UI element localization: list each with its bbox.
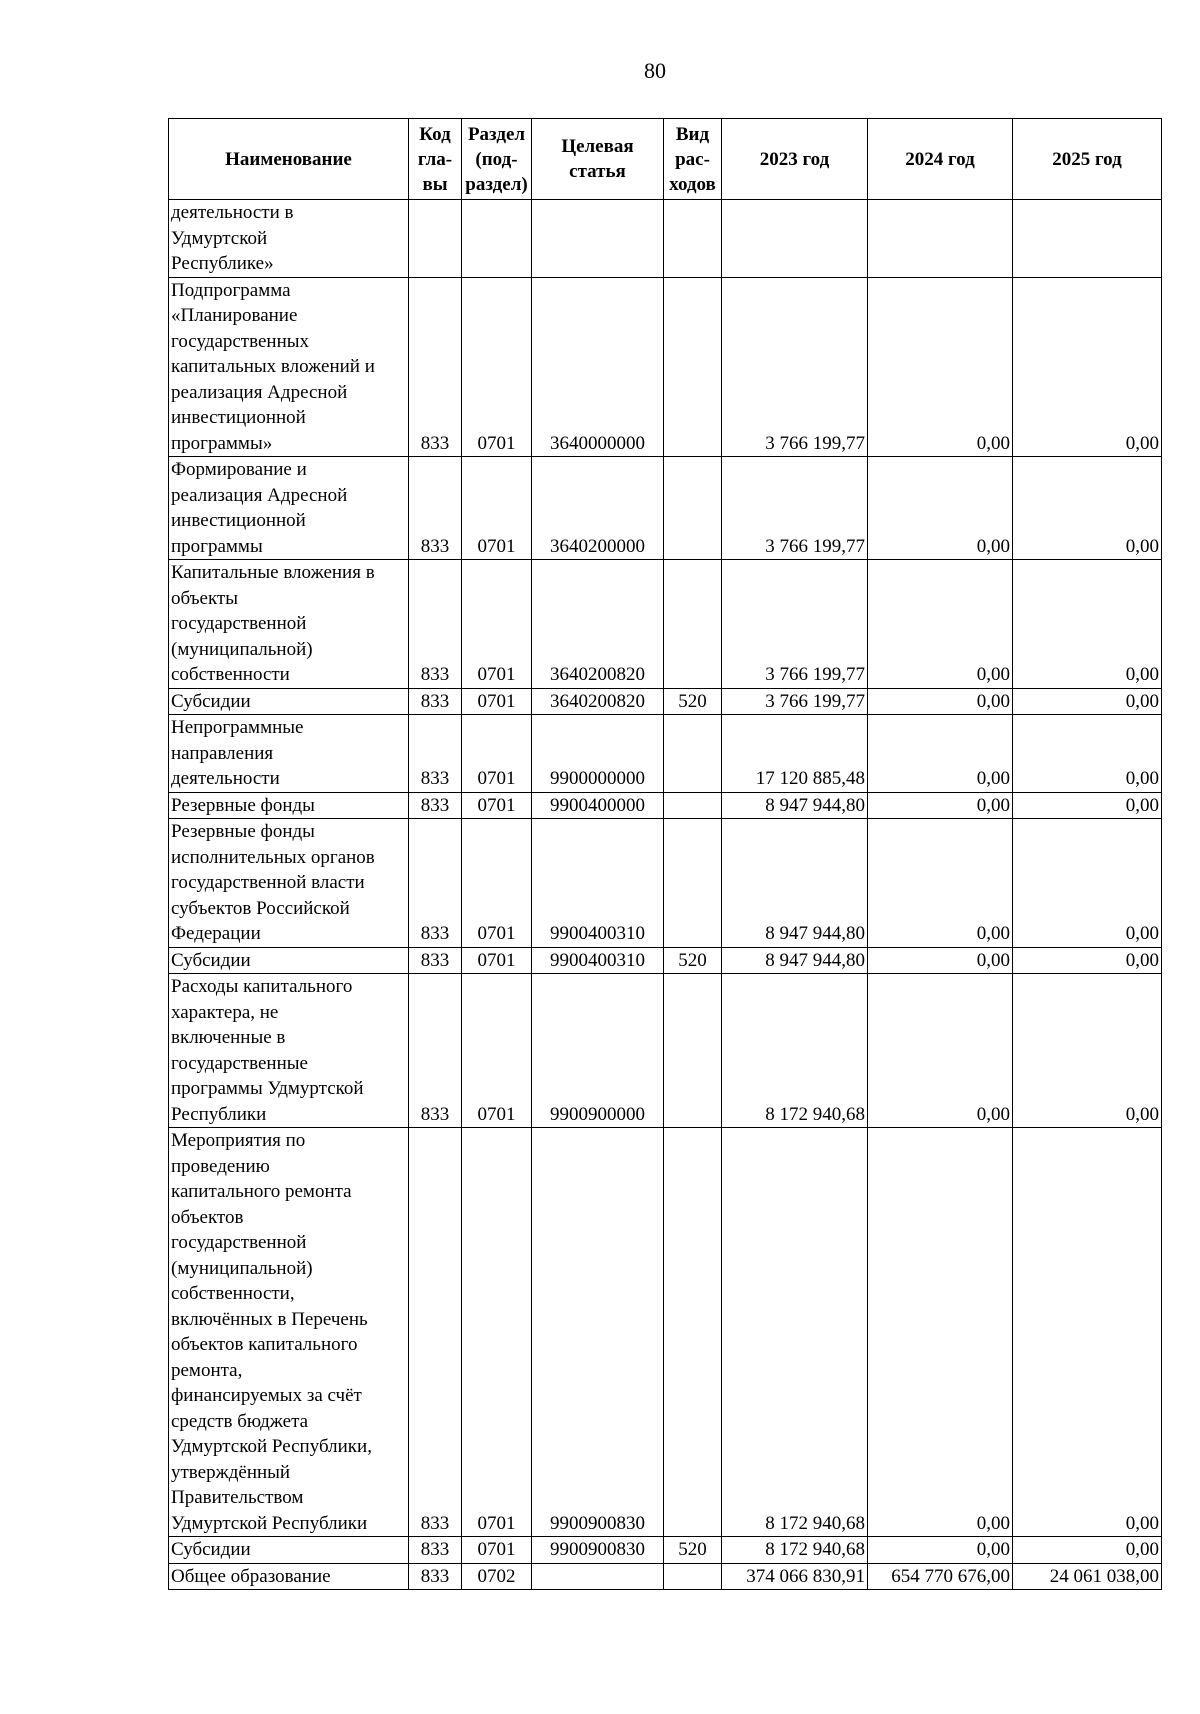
cell-2024: 0,00 bbox=[868, 277, 1013, 457]
cell-section: 0701 bbox=[462, 715, 532, 793]
cell-name bbox=[169, 819, 409, 948]
cell-name bbox=[169, 560, 409, 689]
cell-2024: 0,00 bbox=[868, 1537, 1013, 1564]
cell-name-line: Субсидии bbox=[171, 949, 251, 971]
table-header-row bbox=[169, 119, 1162, 200]
cell-2023: 8 172 940,68 bbox=[722, 974, 868, 1128]
cell-chapter-code bbox=[409, 200, 462, 278]
header-chapter-line: Код bbox=[419, 123, 451, 145]
cell-2024: 0,00 bbox=[868, 688, 1013, 715]
cell-section: 0701 bbox=[462, 947, 532, 974]
cell-2023: 8 947 944,80 bbox=[722, 947, 868, 974]
cell-name-line: Республике» bbox=[171, 253, 274, 274]
cell-name-line: капитального ремонта bbox=[171, 1181, 352, 1202]
cell-expense-type bbox=[664, 819, 722, 948]
cell-name-line: Резервные фонды bbox=[171, 794, 315, 816]
header-chapter-line: гла- bbox=[417, 148, 453, 170]
cell-name-line: Расходы капитального bbox=[171, 976, 353, 997]
cell-expense-type: 520 bbox=[664, 947, 722, 974]
cell-name-line: Удмуртской bbox=[171, 227, 268, 249]
cell-name-line: «Планирование bbox=[171, 305, 298, 326]
table-row bbox=[169, 457, 1162, 560]
header-2024: 2024 год bbox=[868, 119, 1013, 200]
cell-target-article: 3640000000 bbox=[532, 277, 664, 457]
cell-target-article: 9900000000 bbox=[532, 715, 664, 793]
cell-name-line: Подпрограмма bbox=[171, 279, 291, 301]
cell-expense-type bbox=[664, 974, 722, 1128]
cell-2023: 8 947 944,80 bbox=[722, 792, 868, 819]
cell-2025: 0,00 bbox=[1013, 715, 1162, 793]
cell-chapter-code: 833 bbox=[409, 688, 462, 715]
header-target-line: Целевая bbox=[561, 136, 634, 157]
cell-name-line: собственности bbox=[171, 664, 290, 685]
cell-2025: 0,00 bbox=[1013, 819, 1162, 948]
cell-name-line: деятельности в bbox=[171, 202, 294, 223]
cell-name-line: программы Удмуртской bbox=[171, 1078, 364, 1099]
table-body bbox=[169, 200, 1162, 1590]
cell-2024: 0,00 bbox=[868, 560, 1013, 689]
cell-name bbox=[169, 792, 409, 819]
header-expense-line: рас- bbox=[675, 148, 710, 170]
cell-2023: 3 766 199,77 bbox=[722, 277, 868, 457]
cell-2023: 8 947 944,80 bbox=[722, 819, 868, 948]
cell-2023: 8 172 940,68 bbox=[722, 1537, 868, 1564]
cell-2024: 654 770 676,00 bbox=[868, 1563, 1013, 1590]
cell-name bbox=[169, 1537, 409, 1564]
cell-chapter-code: 833 bbox=[409, 974, 462, 1128]
cell-2025: 0,00 bbox=[1013, 457, 1162, 560]
table-row bbox=[169, 819, 1162, 948]
table-row bbox=[169, 792, 1162, 819]
cell-2025: 0,00 bbox=[1013, 688, 1162, 715]
cell-2023: 374 066 830,91 bbox=[722, 1563, 868, 1590]
cell-2023: 3 766 199,77 bbox=[722, 560, 868, 689]
cell-target-article: 9900900000 bbox=[532, 974, 664, 1128]
cell-name bbox=[169, 200, 409, 278]
cell-name-line: объектов капитального bbox=[171, 1334, 358, 1355]
cell-name-line: Субсидии bbox=[171, 1539, 251, 1560]
cell-2024 bbox=[868, 200, 1013, 278]
cell-chapter-code: 833 bbox=[409, 1537, 462, 1564]
cell-name-line: (муниципальной) bbox=[171, 638, 313, 660]
cell-name-line: государственной bbox=[171, 1232, 307, 1253]
cell-2025 bbox=[1013, 200, 1162, 278]
cell-name-line: реализация Адресной bbox=[171, 484, 348, 506]
cell-target-article: 3640200000 bbox=[532, 457, 664, 560]
page-number: 80 bbox=[644, 58, 666, 83]
cell-expense-type: 520 bbox=[664, 688, 722, 715]
cell-name-line: субъектов Российской bbox=[171, 897, 350, 919]
cell-name-line: Капитальные вложения в bbox=[171, 562, 375, 583]
table-row bbox=[169, 277, 1162, 457]
cell-chapter-code: 833 bbox=[409, 457, 462, 560]
cell-2024: 0,00 bbox=[868, 947, 1013, 974]
header-2023: 2023 год bbox=[722, 119, 868, 200]
cell-name-line: (муниципальной) bbox=[171, 1257, 313, 1279]
cell-expense-type bbox=[664, 457, 722, 560]
header-target-line: статья bbox=[569, 161, 626, 182]
cell-name-line: государственные bbox=[171, 1052, 308, 1074]
cell-name-line: капитальных вложений и bbox=[171, 356, 375, 377]
cell-chapter-code: 833 bbox=[409, 792, 462, 819]
header-section-line: Раздел bbox=[467, 123, 526, 145]
cell-chapter-code: 833 bbox=[409, 819, 462, 948]
cell-section: 0701 bbox=[462, 1537, 532, 1564]
table-row bbox=[169, 974, 1162, 1128]
cell-2024: 0,00 bbox=[868, 1128, 1013, 1537]
cell-section: 0702 bbox=[462, 1563, 532, 1590]
header-section-line: (под- bbox=[475, 148, 518, 170]
cell-name-line: характера, не bbox=[171, 1001, 279, 1023]
cell-chapter-code: 833 bbox=[409, 715, 462, 793]
cell-target-article: 9900900830 bbox=[532, 1537, 664, 1564]
cell-target-article: 9900400310 bbox=[532, 819, 664, 948]
cell-name-line: Республики bbox=[171, 1103, 267, 1125]
cell-2025: 24 061 038,00 bbox=[1013, 1563, 1162, 1590]
header-section bbox=[462, 119, 532, 200]
cell-name-line: государственной bbox=[171, 613, 307, 634]
cell-2025: 0,00 bbox=[1013, 1128, 1162, 1537]
table-row bbox=[169, 200, 1162, 278]
cell-2024: 0,00 bbox=[868, 974, 1013, 1128]
cell-section: 0701 bbox=[462, 819, 532, 948]
cell-expense-type bbox=[664, 1128, 722, 1537]
table-row bbox=[169, 1128, 1162, 1537]
cell-2023: 17 120 885,48 bbox=[722, 715, 868, 793]
cell-name-line: инвестиционной bbox=[171, 407, 306, 428]
cell-name bbox=[169, 1128, 409, 1537]
budget-table bbox=[168, 118, 1162, 1590]
header-section-line: раздел) bbox=[465, 173, 528, 195]
cell-name-line: Резервные фонды bbox=[171, 821, 315, 842]
table-row bbox=[169, 947, 1162, 974]
cell-2025: 0,00 bbox=[1013, 974, 1162, 1128]
cell-chapter-code: 833 bbox=[409, 1128, 462, 1537]
cell-name-line: инвестиционной bbox=[171, 510, 306, 531]
cell-2025: 0,00 bbox=[1013, 1537, 1162, 1564]
header-expense-line: ходов bbox=[669, 173, 716, 195]
cell-name-line: проведению bbox=[171, 1155, 270, 1177]
cell-chapter-code: 833 bbox=[409, 277, 462, 457]
cell-2024: 0,00 bbox=[868, 715, 1013, 793]
cell-chapter-code: 833 bbox=[409, 947, 462, 974]
cell-2023: 3 766 199,77 bbox=[722, 457, 868, 560]
cell-expense-type bbox=[664, 277, 722, 457]
cell-name-line: Непрограммные bbox=[171, 717, 304, 738]
table-row bbox=[169, 715, 1162, 793]
table-row bbox=[169, 560, 1162, 689]
cell-section bbox=[462, 200, 532, 278]
cell-name-line: утверждённый bbox=[171, 1461, 291, 1483]
cell-name-line: программы bbox=[171, 535, 263, 557]
cell-name-line: государственной власти bbox=[171, 872, 365, 893]
header-chapter-code bbox=[409, 119, 462, 200]
header-chapter-line: вы bbox=[422, 173, 448, 195]
header-expense-line: Вид bbox=[675, 123, 710, 145]
cell-expense-type: 520 bbox=[664, 1537, 722, 1564]
header-expense-type bbox=[664, 119, 722, 200]
cell-section: 0701 bbox=[462, 277, 532, 457]
cell-name bbox=[169, 457, 409, 560]
cell-name-line: государственных bbox=[171, 330, 310, 352]
cell-target-article: 3640200820 bbox=[532, 688, 664, 715]
table-row bbox=[169, 688, 1162, 715]
header-target-article bbox=[532, 119, 664, 200]
cell-expense-type bbox=[664, 792, 722, 819]
cell-section: 0701 bbox=[462, 792, 532, 819]
cell-name-line: реализация Адресной bbox=[171, 381, 348, 403]
cell-name-line: Правительством bbox=[171, 1487, 304, 1508]
cell-name bbox=[169, 688, 409, 715]
cell-name-line: Федерации bbox=[171, 923, 261, 944]
cell-section: 0701 bbox=[462, 688, 532, 715]
cell-2024: 0,00 bbox=[868, 457, 1013, 560]
cell-2023: 3 766 199,77 bbox=[722, 688, 868, 715]
cell-name-line: Удмуртской Республики, bbox=[171, 1436, 372, 1457]
cell-target-article: 9900400000 bbox=[532, 792, 664, 819]
cell-2023 bbox=[722, 200, 868, 278]
table-row bbox=[169, 1537, 1162, 1564]
cell-name-line: исполнительных органов bbox=[171, 846, 375, 868]
cell-name-line: объектов bbox=[171, 1206, 244, 1228]
cell-name-line: финансируемых за счёт bbox=[171, 1385, 362, 1406]
cell-2024: 0,00 bbox=[868, 792, 1013, 819]
cell-name-line: программы» bbox=[171, 432, 273, 454]
cell-chapter-code: 833 bbox=[409, 1563, 462, 1590]
cell-section: 0701 bbox=[462, 974, 532, 1128]
cell-2025: 0,00 bbox=[1013, 792, 1162, 819]
cell-2024: 0,00 bbox=[868, 819, 1013, 948]
cell-target-article: 9900400310 bbox=[532, 947, 664, 974]
cell-name-line: средств бюджета bbox=[171, 1410, 309, 1432]
cell-2025: 0,00 bbox=[1013, 277, 1162, 457]
cell-target-article bbox=[532, 1563, 664, 1590]
table-row bbox=[169, 1563, 1162, 1590]
cell-name-line: включённых в Перечень bbox=[171, 1308, 368, 1330]
cell-name-line: ремонта, bbox=[171, 1359, 243, 1381]
cell-target-article: 3640200820 bbox=[532, 560, 664, 689]
cell-name bbox=[169, 715, 409, 793]
cell-target-article bbox=[532, 200, 664, 278]
cell-name-line: Субсидии bbox=[171, 690, 251, 712]
cell-chapter-code: 833 bbox=[409, 560, 462, 689]
cell-name-line: деятельности bbox=[171, 768, 280, 789]
cell-2023: 8 172 940,68 bbox=[722, 1128, 868, 1537]
cell-name bbox=[169, 974, 409, 1128]
cell-name-line: направления bbox=[171, 742, 274, 764]
cell-name-line: Общее образование bbox=[171, 1565, 331, 1587]
cell-name-line: Удмуртской Республики bbox=[171, 1512, 368, 1534]
cell-name bbox=[169, 277, 409, 457]
cell-section: 0701 bbox=[462, 560, 532, 689]
header-name: Наименование bbox=[169, 119, 409, 200]
cell-2025: 0,00 bbox=[1013, 560, 1162, 689]
cell-expense-type bbox=[664, 560, 722, 689]
cell-2025: 0,00 bbox=[1013, 947, 1162, 974]
cell-name bbox=[169, 947, 409, 974]
cell-target-article: 9900900830 bbox=[532, 1128, 664, 1537]
cell-name bbox=[169, 1563, 409, 1590]
cell-name-line: Формирование и bbox=[171, 459, 307, 480]
cell-section: 0701 bbox=[462, 457, 532, 560]
cell-expense-type bbox=[664, 200, 722, 278]
cell-expense-type bbox=[664, 1563, 722, 1590]
cell-name-line: включенные в bbox=[171, 1027, 286, 1048]
cell-name-line: собственности, bbox=[171, 1283, 295, 1304]
cell-name-line: Мероприятия по bbox=[171, 1130, 306, 1151]
header-2025: 2025 год bbox=[1013, 119, 1162, 200]
cell-name-line: объекты bbox=[171, 587, 239, 609]
cell-section: 0701 bbox=[462, 1128, 532, 1537]
cell-expense-type bbox=[664, 715, 722, 793]
